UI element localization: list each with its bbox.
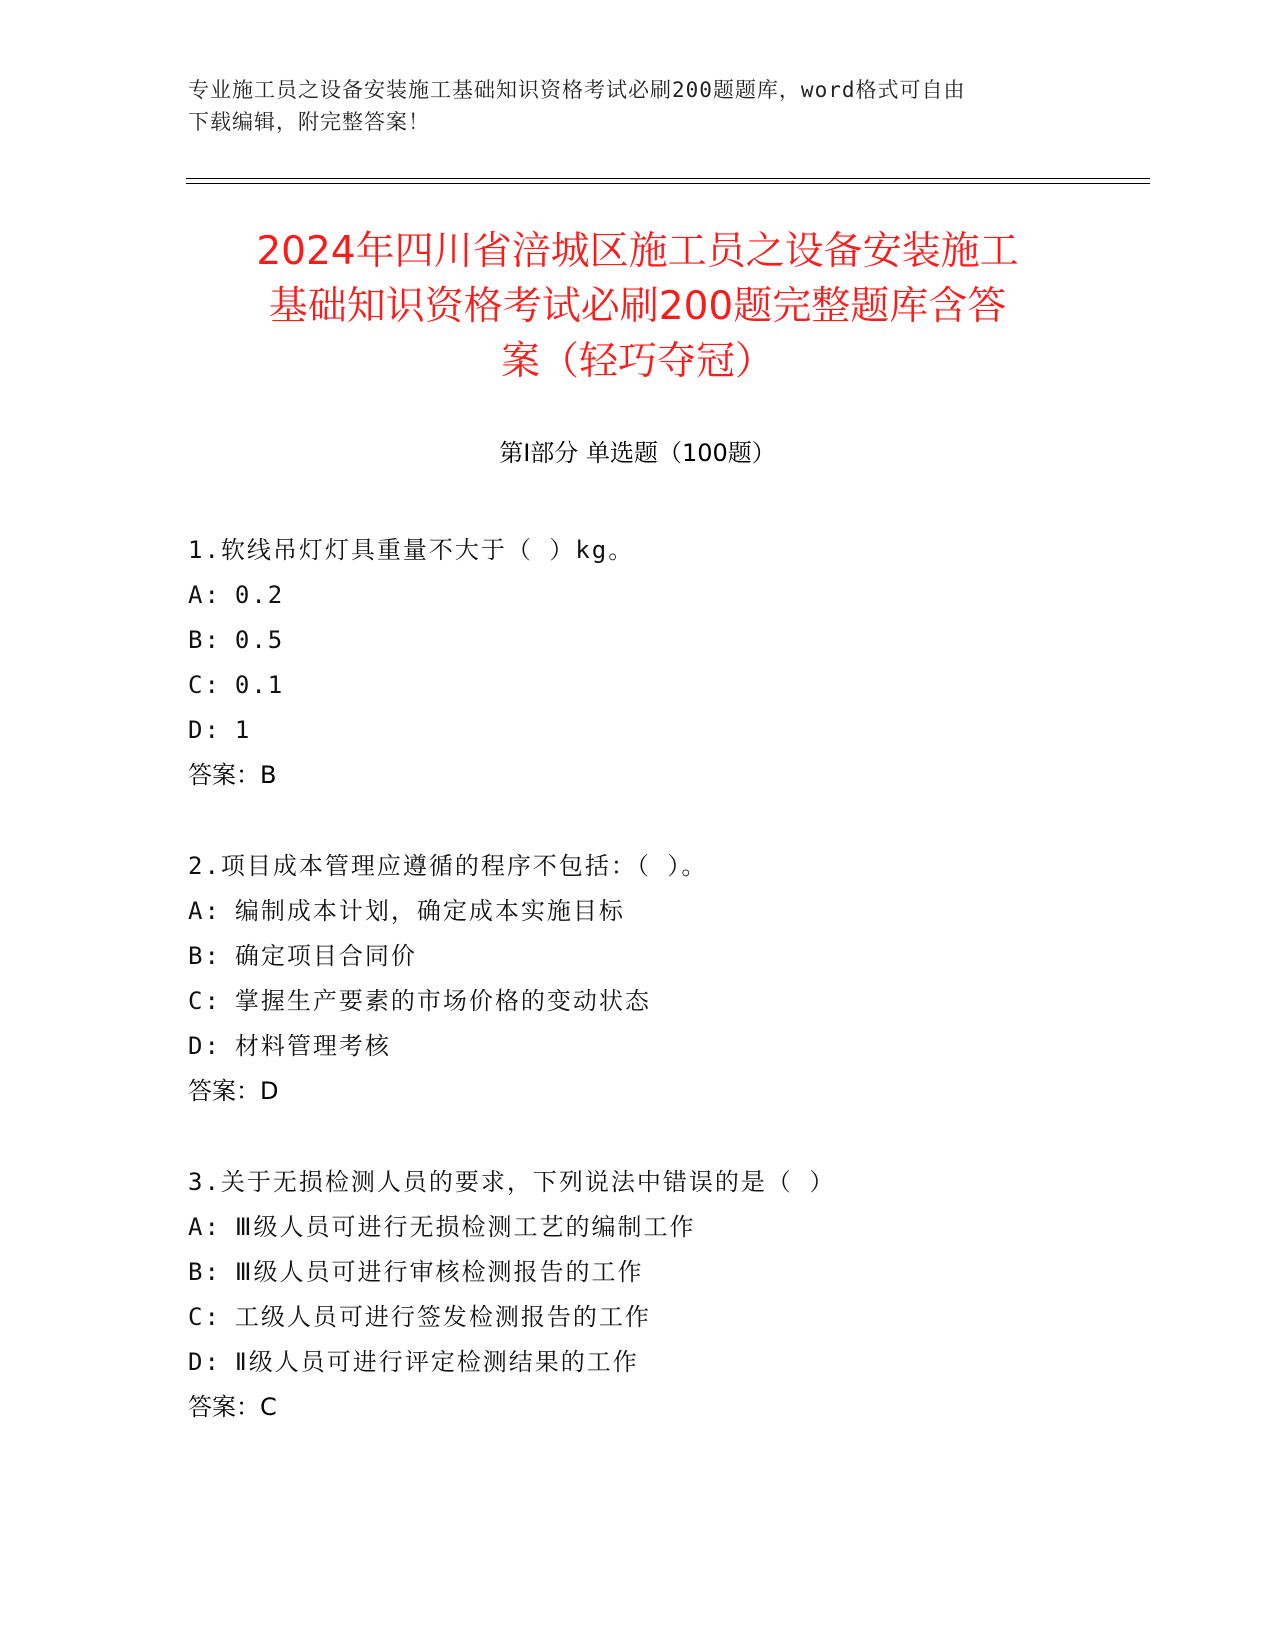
option-c: [188, 1295, 1138, 1340]
option-key: C:: [188, 1303, 221, 1331]
section-title: 第I部分 单选题（100题）: [499, 439, 776, 467]
question-1: [188, 528, 1138, 798]
option-text: Ⅲ级人员可进行审核检测报告的工作: [234, 1258, 644, 1286]
option-a: [188, 573, 1138, 618]
option-text: Ⅲ级人员可进行无损检测工艺的编制工作: [234, 1213, 696, 1241]
question-2: [188, 844, 1138, 1114]
option-key: A:: [188, 581, 221, 609]
option-text: 0.2: [234, 581, 285, 609]
option-key: B:: [188, 1258, 221, 1286]
option-text: 掌握生产要素的市场价格的变动状态: [234, 987, 651, 1015]
option-text: 1: [234, 716, 252, 744]
document-title: [150, 224, 1125, 389]
option-b: [188, 618, 1138, 663]
option-key: A:: [188, 1213, 221, 1241]
option-text: 0.5: [234, 626, 285, 654]
option-b: [188, 1250, 1138, 1295]
question-list: [188, 528, 1138, 1476]
document-title-line-3: 案（轻巧夺冠）: [500, 339, 774, 384]
option-c: [188, 979, 1138, 1024]
option-key: D:: [188, 716, 221, 744]
question-stem: 3.关于无损检测人员的要求，下列说法中错误的是（ ）: [188, 1168, 836, 1196]
option-text: 0.1: [234, 671, 285, 699]
option-b: [188, 934, 1138, 979]
option-a: [188, 889, 1138, 934]
option-key: B:: [188, 942, 221, 970]
option-d: [188, 708, 1138, 753]
option-text: 材料管理考核: [234, 1032, 391, 1060]
header-divider-bottom: [186, 183, 1150, 184]
option-key: C:: [188, 987, 221, 1015]
question-3: [188, 1160, 1138, 1430]
document-title-line-2: 基础知识资格考试必刷200题完整题库含答: [268, 284, 1007, 329]
option-text: 确定项目合同价: [234, 942, 417, 970]
option-text: 编制成本计划，确定成本实施目标: [234, 897, 625, 925]
option-key: D:: [188, 1032, 221, 1060]
question-stem: 2.项目成本管理应遵循的程序不包括：（ ）。: [188, 852, 708, 880]
document-title-line-1: 2024年四川省涪城区施工员之设备安装施工: [256, 229, 1019, 274]
option-text: Ⅱ级人员可进行评定检测结果的工作: [234, 1348, 639, 1376]
header-note-line-2: 下载编辑，附完整答案！: [188, 110, 430, 134]
option-text: 工级人员可进行签发检测报告的工作: [234, 1303, 651, 1331]
answer-line: 答案：B: [188, 761, 277, 789]
option-d: [188, 1024, 1138, 1069]
header-note: [188, 74, 1088, 138]
option-key: D:: [188, 1348, 221, 1376]
option-key: C:: [188, 671, 221, 699]
option-key: A:: [188, 897, 221, 925]
option-c: [188, 663, 1138, 708]
option-d: [188, 1340, 1138, 1385]
option-key: B:: [188, 626, 221, 654]
option-a: [188, 1205, 1138, 1250]
header-note-line-1: 专业施工员之设备安装施工基础知识资格考试必刷200题题库，word格式可自由: [188, 78, 966, 102]
answer-line: 答案：C: [188, 1393, 277, 1421]
question-stem: 1.软线吊灯灯具重量不大于（ ）kg。: [188, 536, 635, 564]
answer-line: 答案：D: [188, 1077, 279, 1105]
header-divider-top: [186, 178, 1150, 179]
